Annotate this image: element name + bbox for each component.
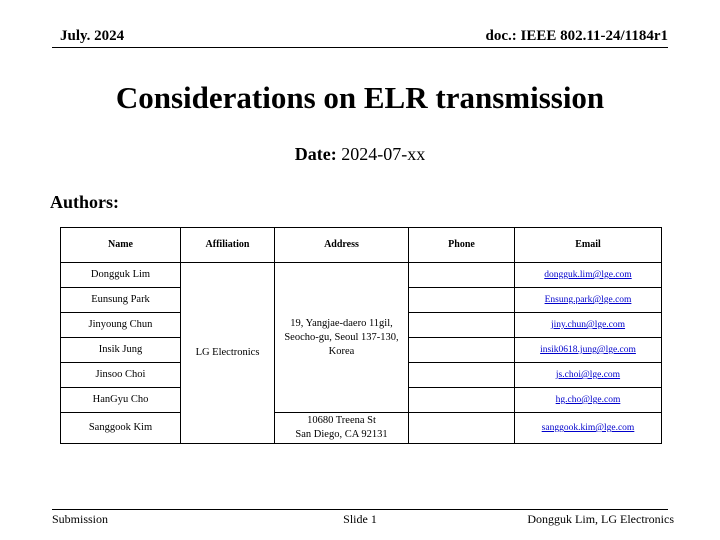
- email-link[interactable]: hg.cho@lge.com: [555, 395, 621, 405]
- footer-slide-number: Slide 1: [343, 512, 377, 526]
- address-us-line1: 10680 Treena St: [307, 415, 376, 426]
- affiliation-cell: LG Electronics: [181, 263, 275, 444]
- email-link[interactable]: dongguk.lim@lge.com: [544, 270, 632, 280]
- author-phone: [409, 413, 515, 444]
- author-phone: [409, 263, 515, 288]
- address-us-cell: [275, 413, 409, 444]
- author-email-cell: [515, 338, 662, 363]
- author-phone: [409, 388, 515, 413]
- col-header-address: Address: [275, 228, 409, 263]
- author-name: HanGyu Cho: [61, 388, 181, 413]
- header-divider: [52, 47, 668, 48]
- header-doc-id: doc.: IEEE 802.11-24/1184r1: [485, 28, 668, 44]
- col-header-email: Email: [515, 228, 662, 263]
- author-phone: [409, 363, 515, 388]
- author-name: Sanggook Kim: [61, 413, 181, 444]
- table-row: [61, 413, 662, 444]
- table-row: [61, 263, 662, 288]
- author-name: Dongguk Lim: [61, 263, 181, 288]
- author-name: Insik Jung: [61, 338, 181, 363]
- col-header-phone: Phone: [409, 228, 515, 263]
- author-email-cell: [515, 288, 662, 313]
- address-us-line2: San Diego, CA 92131: [295, 429, 388, 440]
- author-name: Jinyoung Chun: [61, 313, 181, 338]
- date-line: [0, 144, 720, 165]
- author-email-cell: [515, 388, 662, 413]
- footer-divider: [52, 509, 668, 510]
- author-phone: [409, 338, 515, 363]
- email-link[interactable]: js.choi@lge.com: [555, 370, 621, 380]
- header-date: July. 2024: [60, 28, 125, 44]
- authors-table: [60, 227, 662, 444]
- author-name: Jinsoo Choi: [61, 363, 181, 388]
- author-email-cell: [515, 363, 662, 388]
- email-link[interactable]: Ensung.park@lge.com: [544, 295, 632, 305]
- slide-title: Considerations on ELR transmission: [115, 80, 605, 115]
- author-name: Eunsung Park: [61, 288, 181, 313]
- footer-submission: Submission: [52, 512, 109, 526]
- col-header-affiliation: Affiliation: [181, 228, 275, 263]
- address-korea-cell: 19, Yangjae-daero 11gil, Seocho-gu, Seoul 137-130, Korea: [275, 263, 409, 413]
- date-value: 2024-07-xx: [336, 144, 426, 164]
- author-email-cell: [515, 413, 662, 444]
- author-email-cell: [515, 263, 662, 288]
- email-link[interactable]: sanggook.kim@lge.com: [541, 423, 635, 433]
- date-label: Date:: [294, 144, 337, 164]
- author-phone: [409, 288, 515, 313]
- email-link[interactable]: insik0618.jung@lge.com: [540, 345, 636, 355]
- footer-author: Dongguk Lim, LG Electronics: [527, 512, 674, 526]
- email-link[interactable]: jiny.chun@lge.com: [550, 320, 626, 330]
- col-header-name: Name: [61, 228, 181, 263]
- author-phone: [409, 313, 515, 338]
- authors-heading: Authors:: [50, 192, 120, 212]
- table-header-row: [61, 228, 662, 263]
- author-email-cell: [515, 313, 662, 338]
